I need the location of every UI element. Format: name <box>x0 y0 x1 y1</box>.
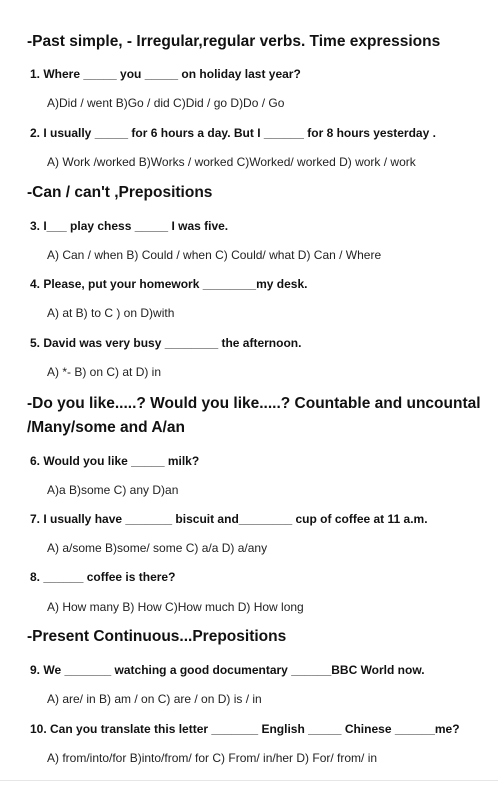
answer-options-4: A) at B) to C ) on D)with <box>47 306 175 320</box>
answer-options-8: A) How many B) How C)How much D) How long <box>47 600 304 614</box>
question-10: 10. Can you translate this letter _______ English _____ Chinese ______me? <box>30 722 460 736</box>
question-1: 1. Where _____ you _____ on holiday last year? <box>30 67 301 81</box>
answer-options-9: A) are/ in B) am / on C) are / on D) is / in <box>47 692 262 706</box>
answer-options-10: A) from/into/for B)into/from/ for C) From/ in/her D) For/ from/ in <box>47 751 378 765</box>
answer-options-1: A)Did / went B)Go / did C)Did / go D)Do / Go <box>47 96 285 110</box>
question-7: 7. I usually have _______ biscuit and________ cup of coffee at 11 a.m. <box>30 512 428 526</box>
question-4: 4. Please, put your homework ________my desk. <box>30 277 308 291</box>
section-heading-can-cant: -Can / can't ,Prepositions <box>27 184 213 201</box>
question-6: 6. Would you like _____ milk? <box>30 454 200 468</box>
answer-options-6: A)a B)some C) any D)an <box>47 483 179 497</box>
question-2: 2. I usually _____ for 6 hours a day. But I ______ for 8 hours yesterday . <box>30 126 436 140</box>
page-divider <box>0 780 498 781</box>
question-8: 8. ______ coffee is there? <box>30 570 176 584</box>
question-3: 3. I___ play chess _____ I was five. <box>30 219 229 233</box>
answer-options-3: A) Can / when B) Could / when C) Could/ what D) Can / Where <box>47 248 382 262</box>
question-5: 5. David was very busy ________ the afternoon. <box>30 336 302 350</box>
section-heading-many-some: /Many/some and A/an <box>27 419 185 436</box>
section-heading-would-you-like: -Do you like.....? Would you like.....? Countable and uncountal <box>27 395 481 412</box>
answer-options-7: A) a/some B)some/ some C) a/a D) a/any <box>47 541 268 555</box>
answer-options-2: A) Work /worked B)Works / worked C)Worked/ worked D) work / work <box>47 155 416 169</box>
answer-options-5: A) *- B) on C) at D) in <box>47 365 162 379</box>
section-heading-past-simple: -Past simple, - Irregular,regular verbs. Time expressions <box>27 33 441 50</box>
question-9: 9. We _______ watching a good documentary ______BBC World now. <box>30 663 425 677</box>
section-heading-present-continuous: -Present Continuous...Prepositions <box>27 628 287 645</box>
